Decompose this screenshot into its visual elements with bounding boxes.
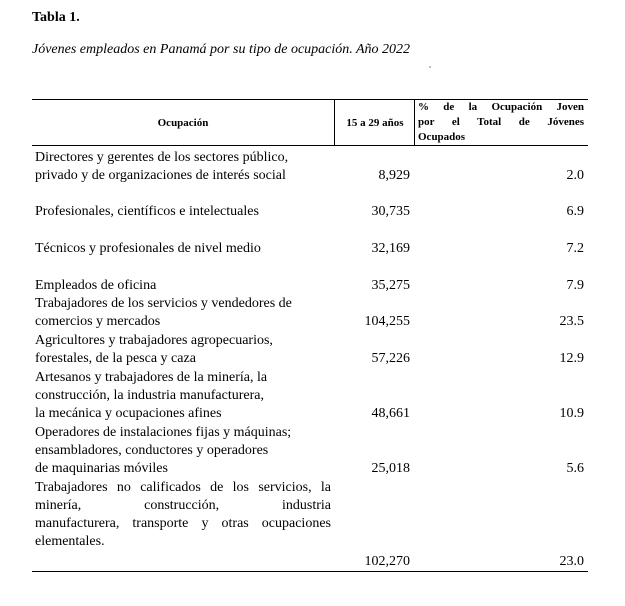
column-divider-1 — [334, 99, 335, 146]
count-value: 48,661 — [371, 406, 410, 421]
table-row — [35, 295, 331, 331]
table-subtitle: Jóvenes empleados en Panamá por su tipo de ocupación. Año 2022 — [32, 42, 411, 57]
occupation-label: privado y de organizaciones de interés social — [35, 168, 286, 183]
header-occupation: Ocupación — [157, 117, 209, 129]
percent-value: 7.9 — [566, 278, 584, 293]
header-bottom-rule — [32, 145, 588, 146]
occupation-label: Directores y gerentes de los sectores público, — [35, 150, 289, 165]
occupation-label: Técnicos y profesionales de nivel medio — [35, 241, 261, 256]
count-value: 8,929 — [378, 168, 410, 183]
occupation-label: elementales. — [35, 534, 105, 549]
percent-value: 23.5 — [559, 314, 584, 329]
percent-value: 6.9 — [566, 204, 584, 219]
occupation-label: Agricultores y trabajadores agropecuarios, — [35, 333, 273, 348]
header-age: 15 a 29 años — [346, 117, 404, 129]
occupation-label: manufacturera, transporte y otras ocupaciones — [35, 516, 331, 531]
table-row — [35, 149, 331, 185]
percent-value: 23.0 — [559, 554, 584, 569]
percent-value: 5.6 — [566, 461, 584, 476]
table-row — [35, 240, 331, 258]
occupation-label: minería, construcción, industria — [35, 498, 331, 513]
count-value: 102,270 — [364, 554, 410, 569]
percent-value: 7.2 — [566, 241, 584, 256]
header-percentage — [418, 100, 584, 145]
count-value: 30,735 — [371, 204, 410, 219]
occupation-label: Profesionales, científicos e intelectuales — [35, 204, 259, 219]
percent-value: 12.9 — [559, 351, 584, 366]
table-row — [35, 277, 331, 295]
header-pct-line: Ocupados — [418, 131, 466, 143]
stray-mark — [429, 66, 431, 68]
bottom-rule — [32, 571, 588, 572]
table-row — [35, 369, 331, 423]
table-row — [35, 424, 331, 478]
occupation-label: comercios y mercados — [35, 314, 161, 329]
header-pct-line: por el Total de Jóvenes — [418, 116, 584, 128]
count-value: 104,255 — [364, 314, 410, 329]
column-divider-2 — [414, 99, 415, 146]
table-row — [35, 332, 331, 368]
table-row — [35, 203, 331, 221]
occupation-label: la mecánica y ocupaciones afines — [35, 406, 222, 421]
count-value: 35,275 — [371, 278, 410, 293]
occupation-label: ensambladores, conductores y operadores — [35, 443, 269, 458]
count-value: 32,169 — [371, 241, 410, 256]
header-pct-line: % de la Ocupación Joven — [418, 101, 584, 113]
count-value: 25,018 — [371, 461, 410, 476]
occupation-label: Empleados de oficina — [35, 278, 157, 293]
table-title: Tabla 1. — [32, 10, 80, 25]
table-row — [35, 479, 331, 551]
count-value: 57,226 — [371, 351, 410, 366]
occupation-label: de maquinarias móviles — [35, 461, 168, 476]
occupation-label: construcción, la industria manufacturera, — [35, 388, 264, 403]
occupation-label: Artesanos y trabajadores de la minería, la — [35, 370, 268, 385]
occupation-label: Trabajadores de los servicios y vendedores de — [35, 296, 292, 311]
occupation-label: Operadores de instalaciones fijas y máquinas; — [35, 425, 292, 440]
percent-value: 10.9 — [559, 406, 584, 421]
occupation-label: Trabajadores no calificados de los servicios, la — [35, 480, 331, 495]
percent-value: 2.0 — [566, 168, 584, 183]
occupation-label: forestales, de la pesca y caza — [35, 351, 196, 366]
